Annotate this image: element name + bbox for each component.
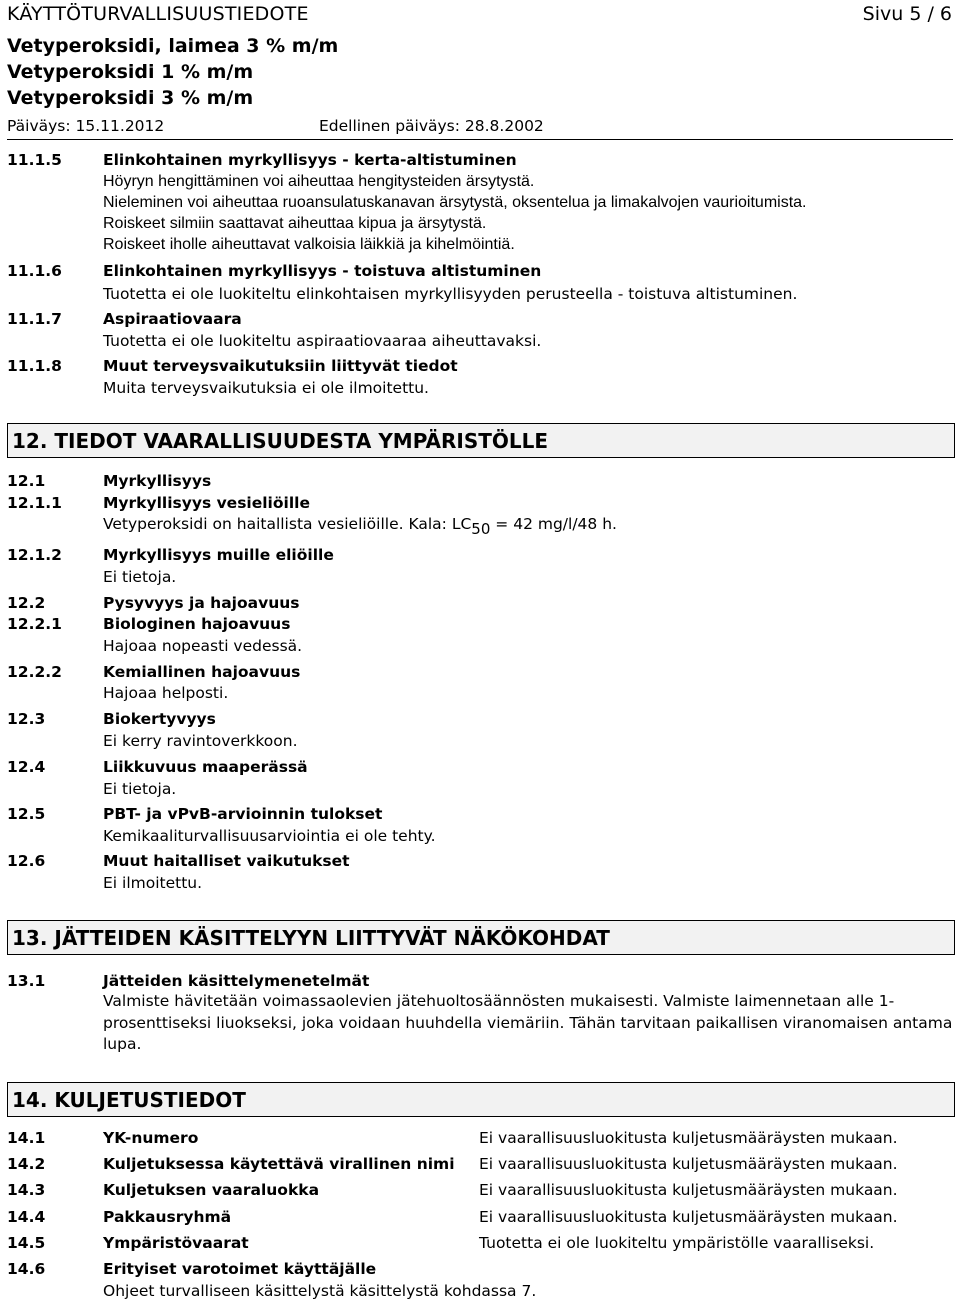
item-number: 13.1 [7,972,46,990]
item-text: Ei tietoja. [103,780,177,798]
item-heading: Ympäristövaarat [103,1234,249,1252]
item-heading: Pysyvyys ja hajoavuus [103,594,300,612]
item-value: Ei vaarallisuusluokitusta kuljetusmääräysten mukaan. [479,1181,898,1199]
lc50-subscript: 50 [471,520,491,538]
item-heading: Myrkyllisyys [103,472,212,490]
item-text: Ei tietoja. [103,568,177,586]
item-heading: YK-numero [103,1129,199,1147]
item-number: 12.3 [7,710,46,728]
item-number: 12.5 [7,805,46,823]
item-heading: Kuljetuksen vaaraluokka [103,1181,320,1199]
section-title: 14. KULJETUSTIEDOT [12,1088,246,1112]
item-number: 12.1.2 [7,546,62,564]
item-heading: Kuljetuksessa käytettävä virallinen nimi [103,1155,455,1173]
item-number: 12.2.2 [7,663,62,681]
item-number: 14.2 [7,1155,46,1173]
header-divider [7,139,953,140]
item-text: Valmiste hävitetään voimassaolevien jätehuoltosäännösten mukaisesti. Valmiste laimennetaan alle 1-prosenttiseksi liuokseksi, joka voidaan huuhdella viemäriin. Tähän tarvitaan paikallisen viranomaisen antama lupa. [103,992,953,1053]
product-name-3: Vetyperoksidi 3 % m/m [7,87,254,109]
item-heading: Aspiraatiovaara [103,310,242,328]
item-number: 11.1.5 [7,151,62,169]
document-title: KÄYTTÖTURVALLISUUSTIEDOTE [7,3,309,25]
product-name-1: Vetyperoksidi, laimea 3 % m/m [7,35,339,57]
item-heading: Pakkausryhmä [103,1208,232,1226]
item-text: Nieleminen voi aiheuttaa ruoansulatuskanavan ärsytystä, oksentelua ja limakalvojen vaurioitumista. [103,194,807,211]
item-heading: Biokertyvyys [103,710,216,728]
item-heading: Biologinen hajoavuus [103,615,291,633]
item-text: Kemikaaliturvallisuusarviointia ei ole tehty. [103,827,436,845]
section-heading-13 [7,920,955,955]
issue-date: Päiväys: 15.11.2012 [7,117,165,135]
item-value: Ei vaarallisuusluokitusta kuljetusmääräysten mukaan. [479,1208,898,1226]
item-text: Tuotetta ei ole luokiteltu aspiraatiovaaraa aiheuttavaksi. [103,332,542,350]
product-name-2: Vetyperoksidi 1 % m/m [7,61,254,83]
item-heading: Kemiallinen hajoavuus [103,663,301,681]
section-title: 12. TIEDOT VAARALLISUUDESTA YMPÄRISTÖLLE [12,429,549,453]
page-number: Sivu 5 / 6 [862,3,952,25]
item-text: Ei kerry ravintoverkkoon. [103,732,298,750]
item-text: Hajoaa helposti. [103,684,229,702]
item-heading: Myrkyllisyys vesieliöille [103,494,310,512]
item-value: Ei vaarallisuusluokitusta kuljetusmääräysten mukaan. [479,1129,898,1147]
item-number: 12.4 [7,758,46,776]
item-number: 14.1 [7,1129,46,1147]
item-number: 11.1.8 [7,357,62,375]
item-heading: Elinkohtainen myrkyllisyys - toistuva altistuminen [103,262,542,280]
item-value: Tuotetta ei ole luokiteltu ympäristölle vaaralliseksi. [479,1234,875,1252]
item-number: 14.6 [7,1260,46,1278]
item-number: 12.1 [7,472,46,490]
item-number: 14.4 [7,1208,46,1226]
item-text: Ei ilmoitettu. [103,874,203,892]
item-text: Hajoaa nopeasti vedessä. [103,637,303,655]
section-heading-14 [7,1082,955,1117]
section-title: 13. JÄTTEIDEN KÄSITTELYYN LIITTYVÄT NÄKÖKOHDAT [12,926,610,950]
item-number: 12.2 [7,594,46,612]
item-number: 12.2.1 [7,615,62,633]
item-text: Muita terveysvaikutuksia ei ole ilmoitettu. [103,379,429,397]
item-heading: Muut haitalliset vaikutukset [103,852,350,870]
item-text: Ohjeet turvalliseen käsittelystä käsittelystä kohdassa 7. [103,1282,537,1300]
item-number: 11.1.6 [7,262,62,280]
item-number: 12.6 [7,852,46,870]
item-number: 12.1.1 [7,494,62,512]
item-text: Tuotetta ei ole luokiteltu elinkohtaisen myrkyllisyyden perusteella - toistuva altistuminen. [103,285,798,303]
item-heading: Liikkuvuus maaperässä [103,758,308,776]
item-text: Höyryn hengittäminen voi aiheuttaa hengitysteiden ärsytystä. [103,173,535,190]
item-heading: Myrkyllisyys muille eliöille [103,546,334,564]
item-heading: Erityiset varotoimet käyttäjälle [103,1260,377,1278]
item-text: Roiskeet iholle aiheuttavat valkoisia läikkiä ja kihelmöintiä. [103,236,515,253]
item-number: 14.3 [7,1181,46,1199]
item-heading: Elinkohtainen myrkyllisyys - kerta-altistuminen [103,151,517,169]
item-heading: Jätteiden käsittelymenetelmät [103,972,370,990]
item-number: 14.5 [7,1234,46,1252]
item-number: 11.1.7 [7,310,62,328]
item-value: Ei vaarallisuusluokitusta kuljetusmääräysten mukaan. [479,1155,898,1173]
section-heading-12 [7,423,955,458]
item-heading: Muut terveysvaikutuksiin liittyvät tiedot [103,357,458,375]
item-text: Vetyperoksidi on haitallista vesieliöille. Kala: $LC_{50} = 42$ mg/l/48 h. [103,515,617,538]
item-heading: PBT- ja vPvB-arvioinnin tulokset [103,805,383,823]
item-text: Roiskeet silmiin saattavat aiheuttaa kipua ja ärsytystä. [103,215,487,232]
previous-date: Edellinen päiväys: 28.8.2002 [319,117,544,135]
